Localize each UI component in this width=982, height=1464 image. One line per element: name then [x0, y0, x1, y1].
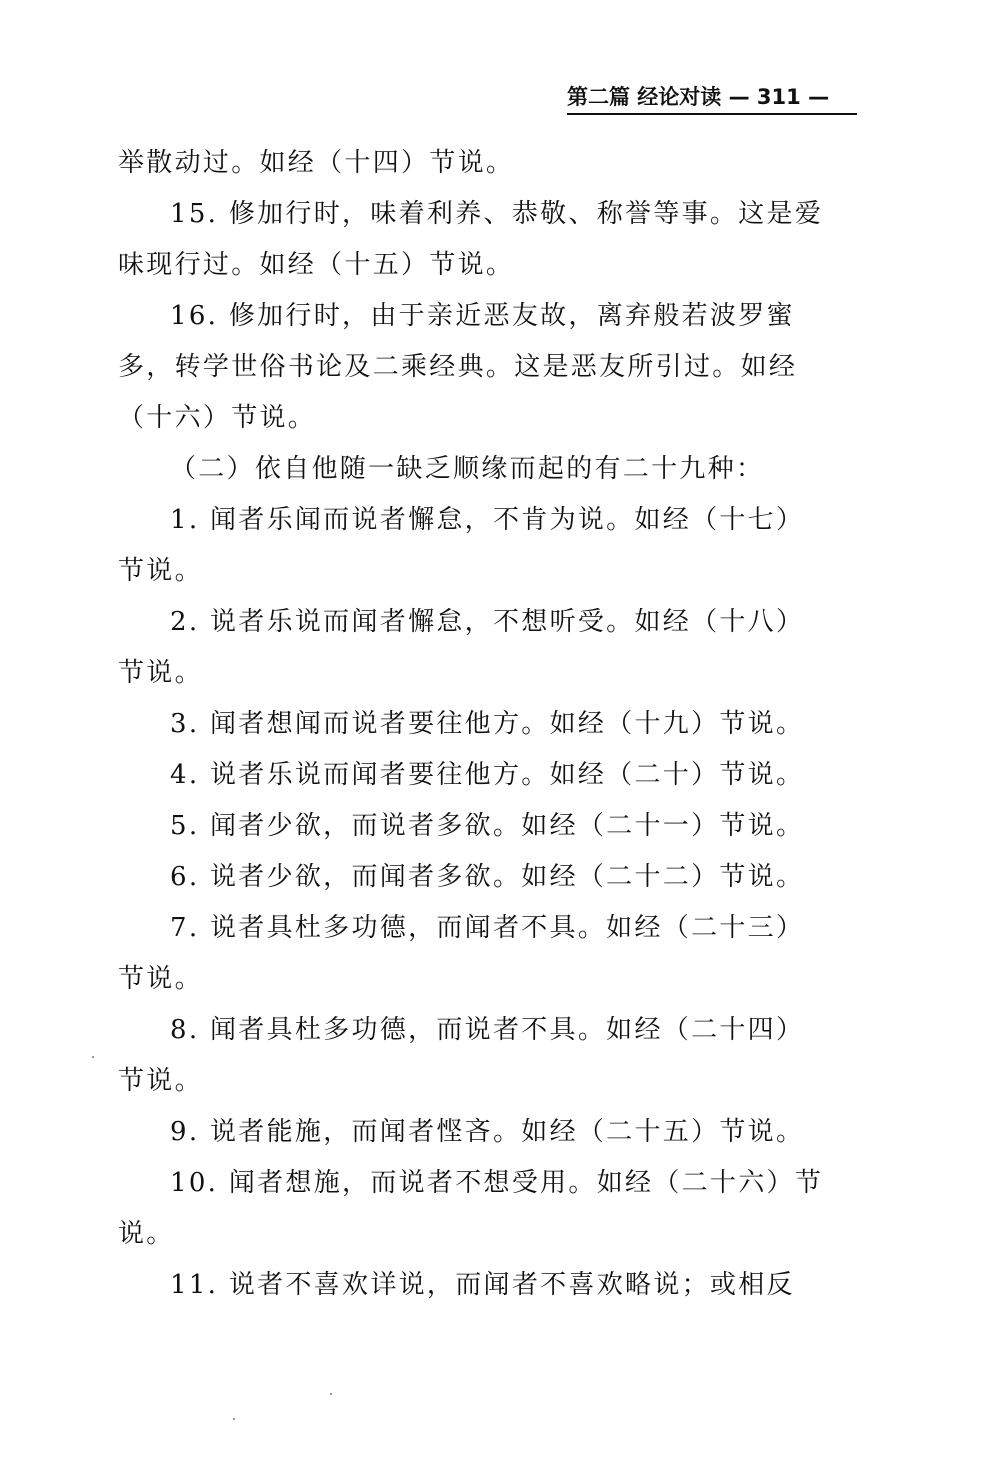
scan-speck: [233, 1418, 235, 1420]
text-line: 节说。: [118, 1066, 203, 1096]
body-text: [118, 138, 860, 1311]
text-line: 节说。: [118, 556, 203, 586]
text-line: 16. 修加行时，由于亲近恶友故，离弃般若波罗蜜: [170, 301, 795, 331]
text-line: 味现行过。如经（十五）节说。: [118, 250, 515, 280]
text-line: （二）依自他随一缺乏顺缘而起的有二十九种：: [170, 454, 765, 484]
text-line: 9. 说者能施，而闻者悭吝。如经（二十五）节说。: [170, 1117, 805, 1147]
text-line: 3. 闻者想闻而说者要往他方。如经（十九）节说。: [170, 709, 805, 739]
text-line: 节说。: [118, 964, 203, 994]
text-line: 多，转学世俗书论及二乘经典。这是恶友所引过。如经: [118, 352, 798, 382]
text-line: 7. 说者具杜多功德，而闻者不具。如经（二十三）: [170, 913, 805, 943]
text-line: 节说。: [118, 658, 203, 688]
text-line: 10. 闻者想施，而说者不想受用。如经（二十六）节: [170, 1168, 824, 1198]
text-line: 8. 闻者具杜多功德，而说者不具。如经（二十四）: [170, 1015, 805, 1045]
text-line: 说。: [118, 1219, 175, 1249]
running-header: 第二篇 经论对读 — 311 —: [567, 85, 830, 109]
text-line: 11. 说者不喜欢详说，而闻者不喜欢略说；或相反: [170, 1270, 795, 1300]
text-line: 2. 说者乐说而闻者懈怠，不想听受。如经（十八）: [170, 607, 805, 637]
text-line: 5. 闻者少欲，而说者多欲。如经（二十一）节说。: [170, 811, 805, 841]
text-line: 6. 说者少欲，而闻者多欲。如经（二十二）节说。: [170, 862, 805, 892]
text-line: 举散动过。如经（十四）节说。: [118, 148, 515, 178]
text-line: 1. 闻者乐闻而说者懈怠，不肯为说。如经（十七）: [170, 505, 805, 535]
scan-speck: [92, 1056, 94, 1058]
header-rule: [567, 113, 857, 115]
text-line: 4. 说者乐说而闻者要往他方。如经（二十）节说。: [170, 760, 805, 790]
text-line: 15. 修加行时，味着利养、恭敬、称誉等事。这是爱: [170, 199, 824, 229]
text-line: （十六）节说。: [118, 403, 317, 433]
scan-speck: [330, 1393, 332, 1395]
